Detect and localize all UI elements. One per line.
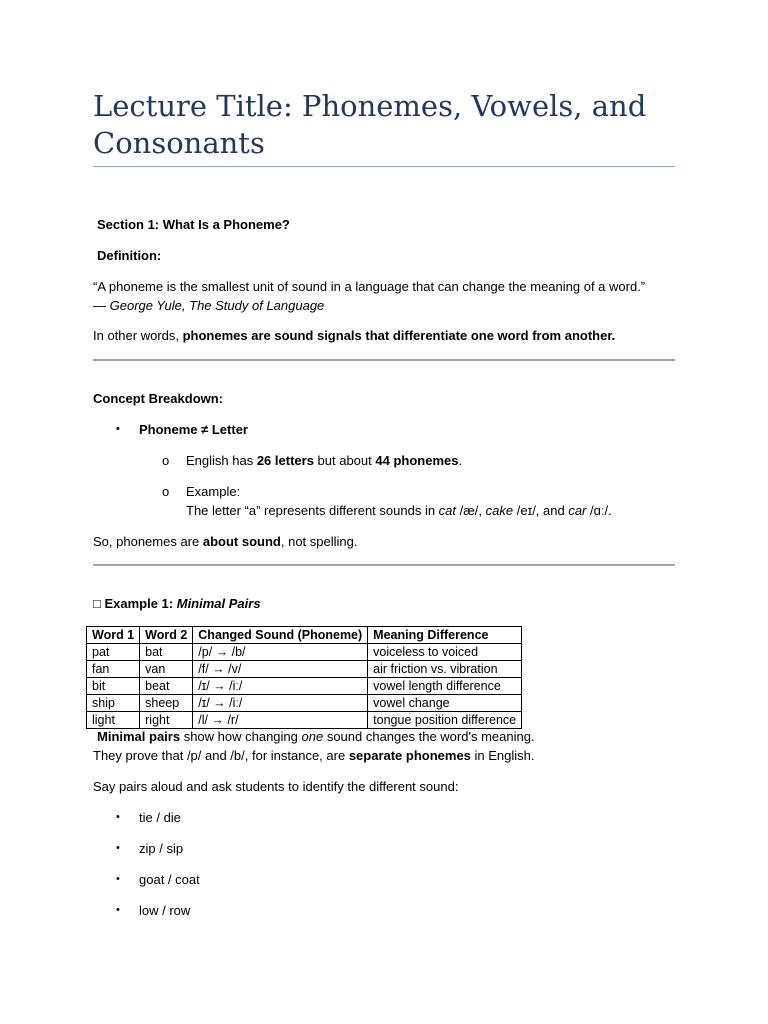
- table-row: [87, 712, 522, 729]
- quote-attribution: [93, 298, 324, 313]
- divider-2: [93, 564, 675, 566]
- table-cell: right: [140, 712, 193, 729]
- table-cell: fan: [87, 661, 140, 678]
- sub-bullet-glyph: o: [162, 453, 170, 468]
- concept-summary: [93, 534, 357, 549]
- divider-1: [93, 359, 675, 361]
- table-cell: /p/ → /b/: [193, 644, 368, 661]
- sub1-text-3: .: [458, 453, 463, 468]
- table-cell: voiceless to voiced: [368, 644, 522, 661]
- note2-text-2: in English.: [470, 748, 535, 763]
- bullet-glyph: •: [116, 842, 120, 854]
- table-row: [87, 644, 522, 661]
- list-item: goat / coat: [139, 872, 200, 887]
- concept-heading: Concept Breakdown:: [93, 391, 224, 406]
- table-row: [87, 695, 522, 712]
- note1-text-1: show how changing: [180, 729, 302, 744]
- minimal-pairs-note: [97, 729, 535, 744]
- note2-text-1: They prove that /p/ and /b/, for instance, are: [93, 748, 349, 763]
- sub1-text-1: English has: [186, 453, 257, 468]
- table-cell: van: [140, 661, 193, 678]
- ex-word-cake: cake: [485, 503, 514, 518]
- ex-text-3: /eɪ/, and: [513, 503, 569, 518]
- sub-bullet-glyph: o: [162, 484, 170, 499]
- example-label: Example:: [186, 484, 241, 499]
- bullet-glyph: •: [116, 873, 120, 885]
- ex-word-cat: cat: [438, 503, 457, 518]
- title-underline: [93, 166, 675, 167]
- in-other-words-text: In other words,: [93, 328, 183, 343]
- bullet-glyph: •: [116, 423, 120, 435]
- table-row: [87, 661, 522, 678]
- ex-word-car: car: [568, 503, 587, 518]
- sub1-bold-letters: 26 letters: [256, 453, 314, 468]
- attribution-book: The Study of Language: [189, 298, 325, 313]
- table-header: Word 2: [140, 627, 193, 644]
- list-item: zip / sip: [139, 841, 184, 856]
- minimal-pairs-table: [86, 626, 522, 729]
- ex-text-2: /æ/,: [456, 503, 486, 518]
- table-cell: pat: [87, 644, 140, 661]
- ex-text-4: /ɑː/.: [586, 503, 612, 518]
- table-cell: bat: [140, 644, 193, 661]
- table-cell: /ɪ/ → /iː/: [193, 678, 368, 695]
- page-title: Lecture Title: Phonemes, Vowels, and Consonants: [93, 89, 647, 160]
- table-cell: air friction vs. vibration: [368, 661, 522, 678]
- example-1-prefix: Example 1:: [100, 596, 177, 611]
- section-1-heading: Section 1: What Is a Phoneme?: [97, 217, 290, 232]
- table-cell: /ɪ/ → /iː/: [193, 695, 368, 712]
- table-cell: tongue position difference: [368, 712, 522, 729]
- attribution-dash: —: [93, 298, 110, 313]
- summary-bold: about sound: [202, 534, 281, 549]
- summary-text-1: So, phonemes are: [93, 534, 203, 549]
- letter-a-example: [186, 503, 612, 518]
- example-1-heading: [93, 596, 261, 611]
- table-cell: light: [87, 712, 140, 729]
- example-1-title: Minimal Pairs: [176, 596, 261, 611]
- concept-bullet-title: Phoneme ≠ Letter: [139, 422, 248, 437]
- table-header: Word 1: [87, 627, 140, 644]
- separate-phonemes-note: [93, 748, 535, 763]
- sub1-bold-phonemes: 44 phonemes: [375, 453, 459, 468]
- ex-text-1: The letter “a” represents different sounds in: [186, 503, 439, 518]
- note2-bold: separate phonemes: [348, 748, 471, 763]
- missing-glyph-icon: □: [93, 596, 101, 611]
- table-header: Meaning Difference: [368, 627, 522, 644]
- list-item: tie / die: [139, 810, 181, 825]
- summary-text-2: , not spelling.: [280, 534, 358, 549]
- note1-italic: one: [301, 729, 324, 744]
- table-header: Changed Sound (Phoneme): [193, 627, 368, 644]
- definition-quote: “A phoneme is the smallest unit of sound in a language that can change the meaning of a word.”: [93, 279, 646, 294]
- table-cell: beat: [140, 678, 193, 695]
- table-row: [87, 678, 522, 695]
- letters-vs-phonemes: [186, 453, 462, 468]
- table-cell: /f/ → /v/: [193, 661, 368, 678]
- table-cell: ship: [87, 695, 140, 712]
- sub1-text-2: but about: [313, 453, 376, 468]
- table-cell: vowel length difference: [368, 678, 522, 695]
- list-item: low / row: [139, 903, 191, 918]
- bullet-glyph: •: [116, 904, 120, 916]
- table-cell: vowel change: [368, 695, 522, 712]
- table-cell: sheep: [140, 695, 193, 712]
- table-cell: /l/ → /r/: [193, 712, 368, 729]
- activity-prompt: Say pairs aloud and ask students to identify the different sound:: [93, 779, 459, 794]
- in-other-words: [93, 328, 615, 343]
- in-other-words-bold: phonemes are sound signals that differentiate one word from another.: [182, 328, 616, 343]
- definition-label: Definition:: [97, 248, 162, 263]
- table-cell: bit: [87, 678, 140, 695]
- note1-bold: Minimal pairs: [97, 729, 181, 744]
- bullet-glyph: •: [116, 811, 120, 823]
- attribution-author: George Yule,: [109, 298, 190, 313]
- table-header-row: [87, 627, 522, 644]
- note1-text-2: sound changes the word's meaning.: [323, 729, 535, 744]
